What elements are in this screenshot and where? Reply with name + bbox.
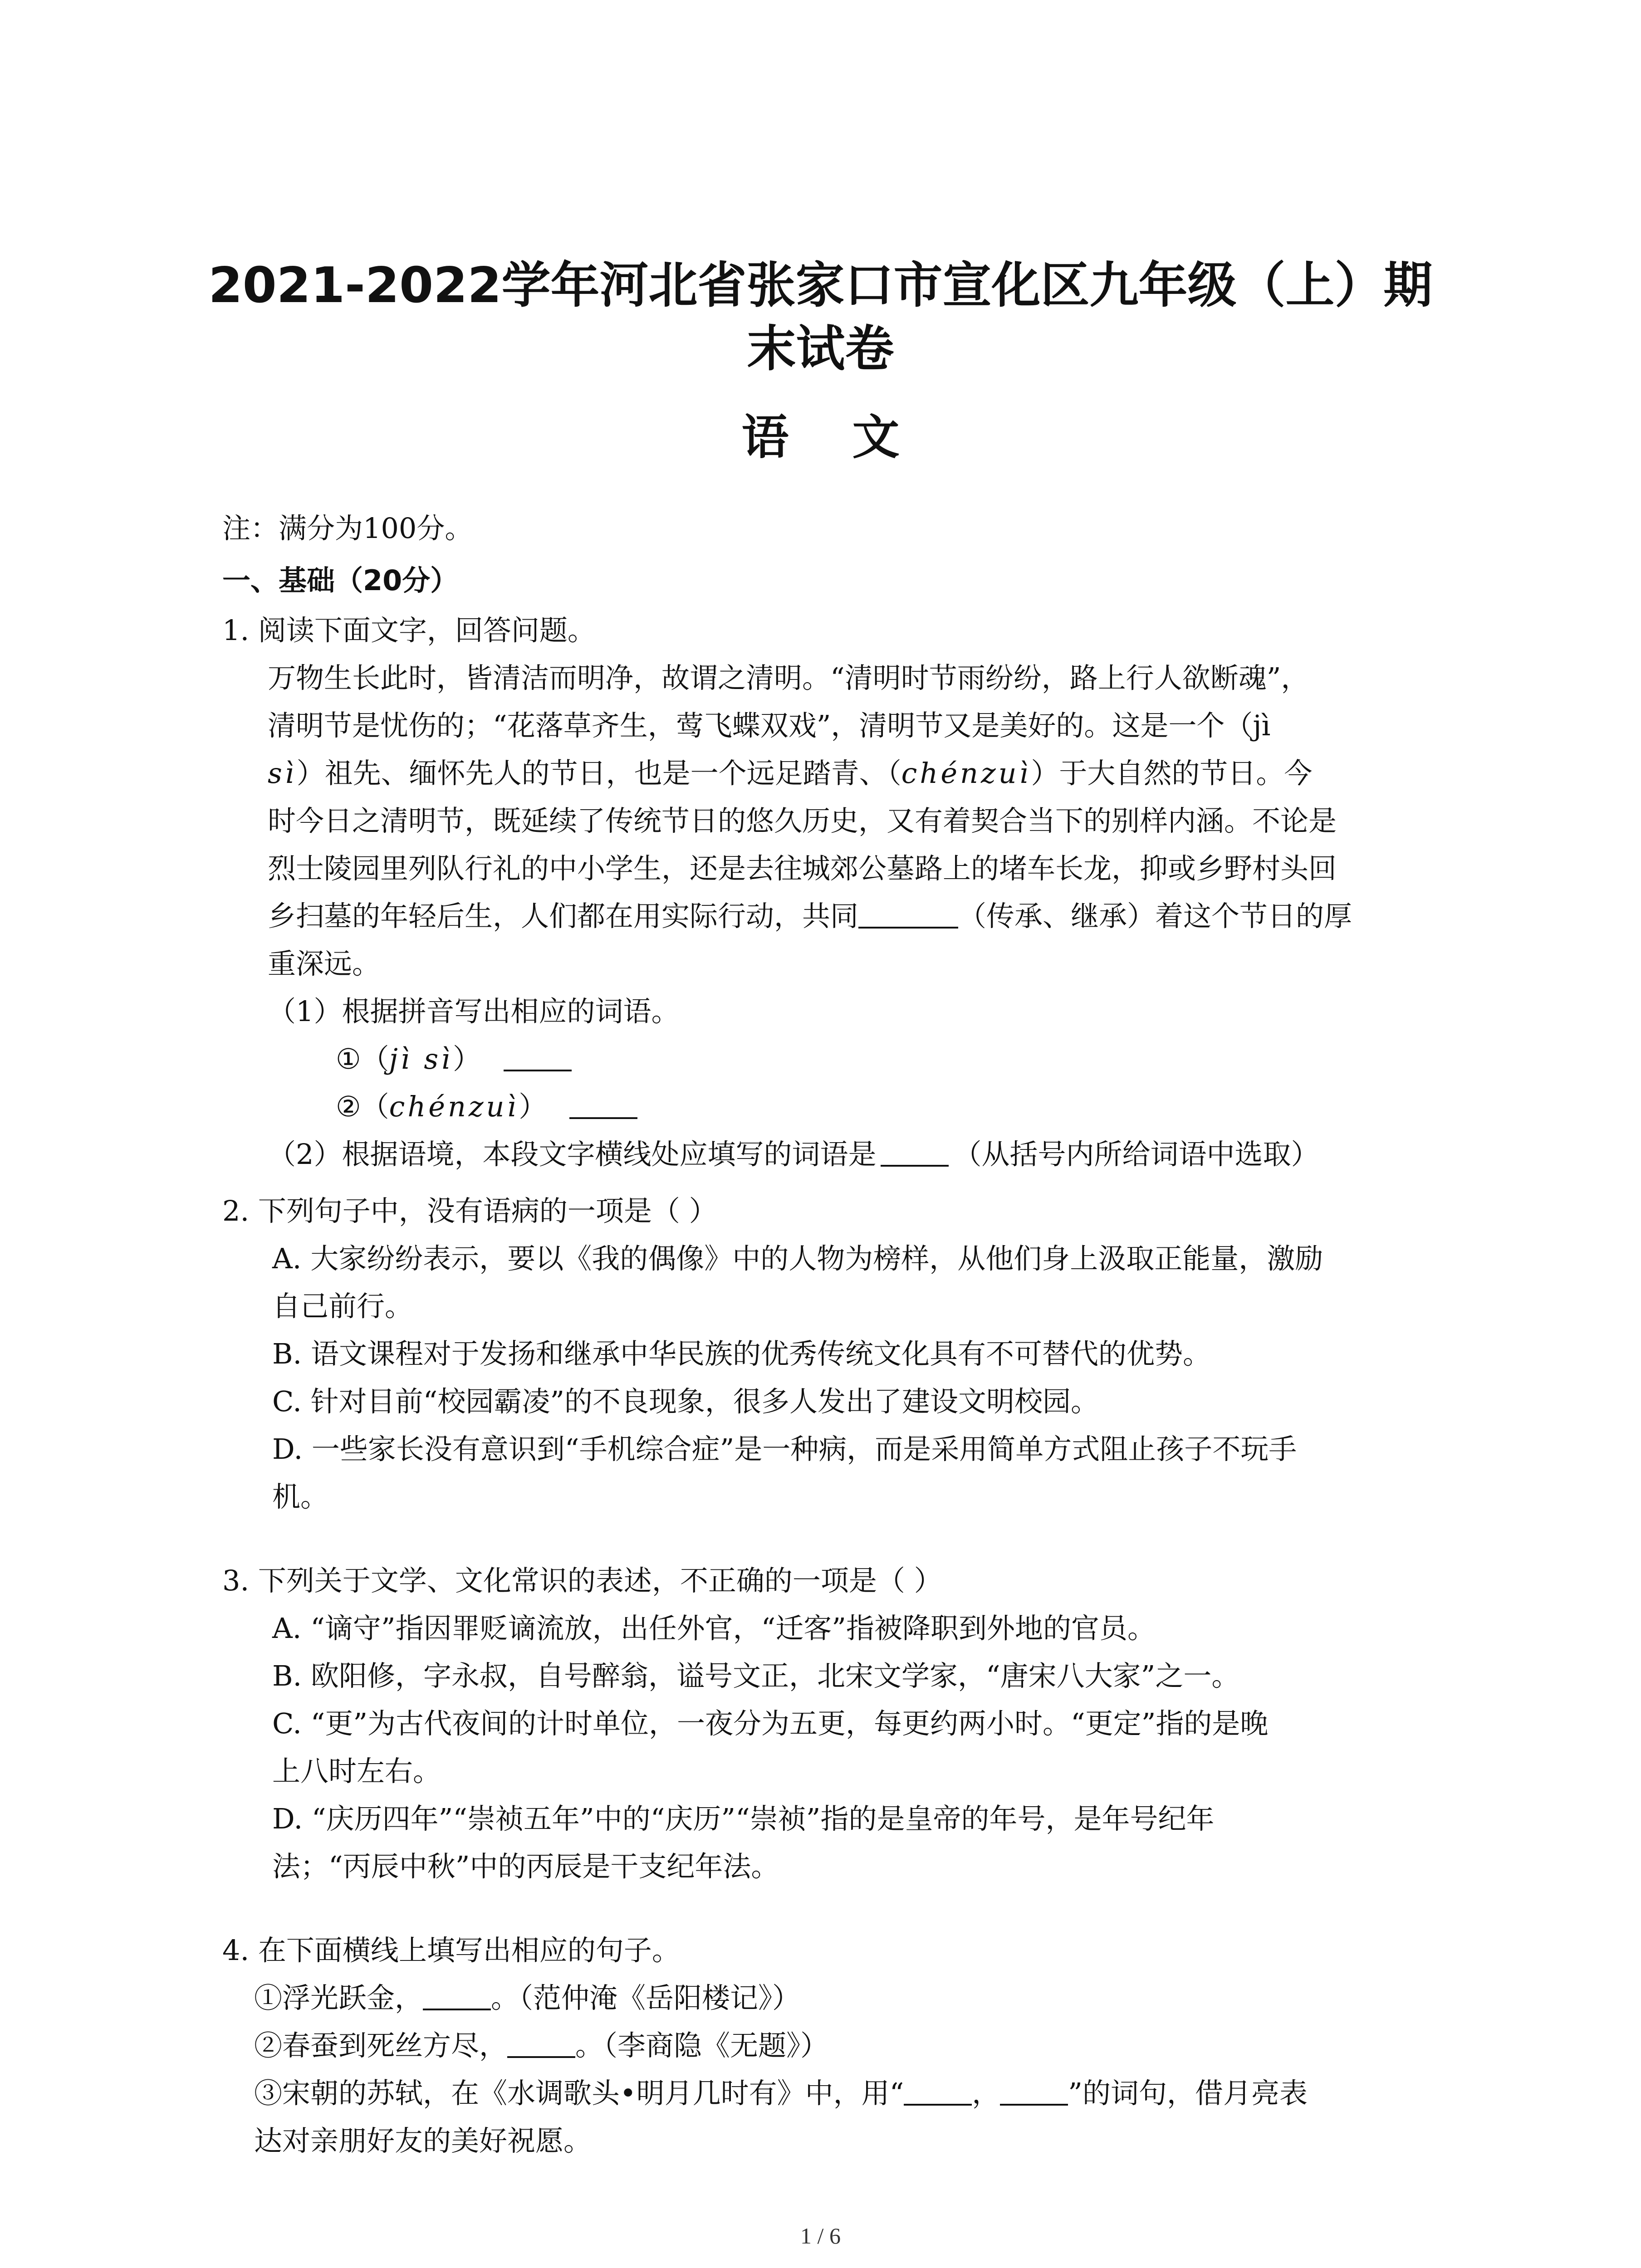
- q4-item-1: [254, 1980, 800, 2016]
- q1-stem: 1. 阅读下面文字，回答问题。: [222, 614, 596, 647]
- q2-option-d-cont: 机。: [272, 1480, 329, 1513]
- question-text: ③宋朝的苏轼，在《水调歌头•明月几时有》中，用“: [254, 2077, 904, 2110]
- q2-stem: 2. 下列句子中，没有语病的一项是（ ）: [222, 1194, 717, 1227]
- q1-sub2: [268, 1136, 1319, 1173]
- q1-passage-line: [268, 755, 1312, 792]
- q2-option-a-cont: 自己前行。: [272, 1290, 413, 1323]
- answer-blank[interactable]: [1000, 2078, 1068, 2106]
- passage-text: （传承、继承）着这个节日的厚: [958, 899, 1352, 933]
- score-note: 注：满分为100分。: [222, 512, 473, 545]
- pinyin-text: jì sì: [389, 1042, 453, 1075]
- item-label: ①（: [336, 1042, 389, 1075]
- q1-passage-line: 烈士陵园里列队行礼的中小学生，还是去往城郊公墓路上的堵车长龙，抑或乡野村头回: [268, 852, 1337, 885]
- q4-item-3: [254, 2075, 1308, 2112]
- q2-option-c: C. 针对目前“校园霸凌”的不良现象，很多人发出了建设文明校园。: [272, 1385, 1099, 1418]
- page-number: 1 / 6: [800, 2223, 841, 2248]
- question-text: 。（李商隐《无题》）: [575, 2029, 829, 2062]
- q1-passage-line: 万物生长此时，皆清洁而明净，故谓之清明。“清明时节雨纷纷，路上行人欲断魂”，: [268, 661, 1309, 694]
- answer-blank[interactable]: [504, 1044, 572, 1071]
- q2-option-d: D. 一些家长没有意识到“手机综合症”是一种病，而是采用简单方式阻止孩子不玩手: [272, 1432, 1297, 1466]
- question-text: ②春蚕到死丝方尽，: [254, 2029, 508, 2062]
- answer-blank[interactable]: [507, 2031, 575, 2058]
- question-text: （从括号内所给词语中选取）: [953, 1138, 1319, 1171]
- q2-option-a: A. 大家纷纷表示，要以《我的偶像》中的人物为榜样，从他们身上汲取正能量，激励: [272, 1242, 1323, 1275]
- item-label: ）: [453, 1042, 481, 1075]
- answer-blank[interactable]: [569, 1092, 637, 1119]
- question-text: （2）根据语境，本段文字横线处应填写的词语是: [268, 1138, 877, 1171]
- q3-stem: 3. 下列关于文学、文化常识的表述，不正确的一项是（ ）: [222, 1564, 942, 1597]
- q4-item-3-cont: 达对亲朋好友的美好祝愿。: [254, 2124, 592, 2157]
- q4-item-2: [254, 2028, 828, 2064]
- q1-sub1-item-2: [336, 1089, 637, 1125]
- exam-title: [136, 254, 1505, 381]
- q3-option-a: A. “谪守”指因罪贬谪流放，出任外官，“迁客”指被降职到外地的官员。: [272, 1612, 1156, 1645]
- passage-text: ）祖先、缅怀先人的节日，也是一个远足踏青、（: [296, 757, 901, 790]
- passage-text: 乡扫墓的年轻后生，人们都在用实际行动，共同: [268, 899, 859, 933]
- pinyin-text: chénzuì: [389, 1090, 519, 1123]
- q3-option-d: D. “庆历四年”“崇祯五年”中的“庆历”“崇祯”指的是皇帝的年号，是年号纪年: [272, 1802, 1215, 1835]
- q3-option-b: B. 欧阳修，字永叔，自号醉翁，谥号文正，北宋文学家，“唐宋八大家”之一。: [272, 1659, 1240, 1692]
- q1-passage-line: 清明节是忧伤的；“花落草齐生，莺飞蝶双戏”，清明节又是美好的。这是一个（jì: [268, 709, 1271, 742]
- q1-sub1-item-1: [336, 1041, 572, 1077]
- item-label: ）: [519, 1090, 547, 1123]
- q3-option-d-cont: 法；“丙辰中秋”中的丙辰是干支纪年法。: [272, 1850, 779, 1883]
- pinyin-text: sì: [268, 757, 297, 790]
- exam-title-line-2: 末试卷: [747, 321, 894, 377]
- answer-blank[interactable]: [881, 1139, 949, 1167]
- subject-heading: 语文: [741, 410, 963, 465]
- q1-passage-line: [268, 898, 1352, 934]
- q2-option-b: B. 语文课程对于发扬和继承中华民族的优秀传统文化具有不可替代的优势。: [272, 1337, 1211, 1370]
- q1-passage-line: 时今日之清明节，既延续了传统节日的悠久历史，又有着契合当下的别样内涵。不论是: [268, 804, 1337, 837]
- q1-sub1-stem: （1）根据拼音写出相应的词语。: [268, 995, 680, 1028]
- q3-option-c: C. “更”为古代夜间的计时单位，一夜分为五更，每更约两小时。“更定”指的是晚: [272, 1707, 1269, 1740]
- answer-blank[interactable]: [904, 2078, 972, 2106]
- passage-text: ）于大自然的节日。今: [1031, 757, 1313, 790]
- q4-stem: 4. 在下面横线上填写出相应的句子。: [222, 1934, 680, 1967]
- answer-blank[interactable]: [423, 1983, 491, 2010]
- question-text: ”的词句，借月亮表: [1068, 2077, 1308, 2110]
- pinyin-text: chénzuì: [901, 757, 1031, 790]
- q1-passage-line: 重深远。: [268, 947, 381, 980]
- question-text: ①浮光跃金，: [254, 1981, 423, 2014]
- q3-option-c-cont: 上八时左右。: [272, 1755, 441, 1788]
- section-heading-basics: 一、基础（20分）: [222, 564, 459, 597]
- answer-blank[interactable]: [858, 901, 958, 929]
- question-text: 。（范仲淹《岳阳楼记》）: [491, 1981, 801, 2014]
- exam-title-line-1: 2021-2022学年河北省张家口市宣化区九年级（上）期: [208, 257, 1433, 314]
- question-text: ，: [972, 2077, 1000, 2110]
- item-label: ②（: [336, 1090, 389, 1123]
